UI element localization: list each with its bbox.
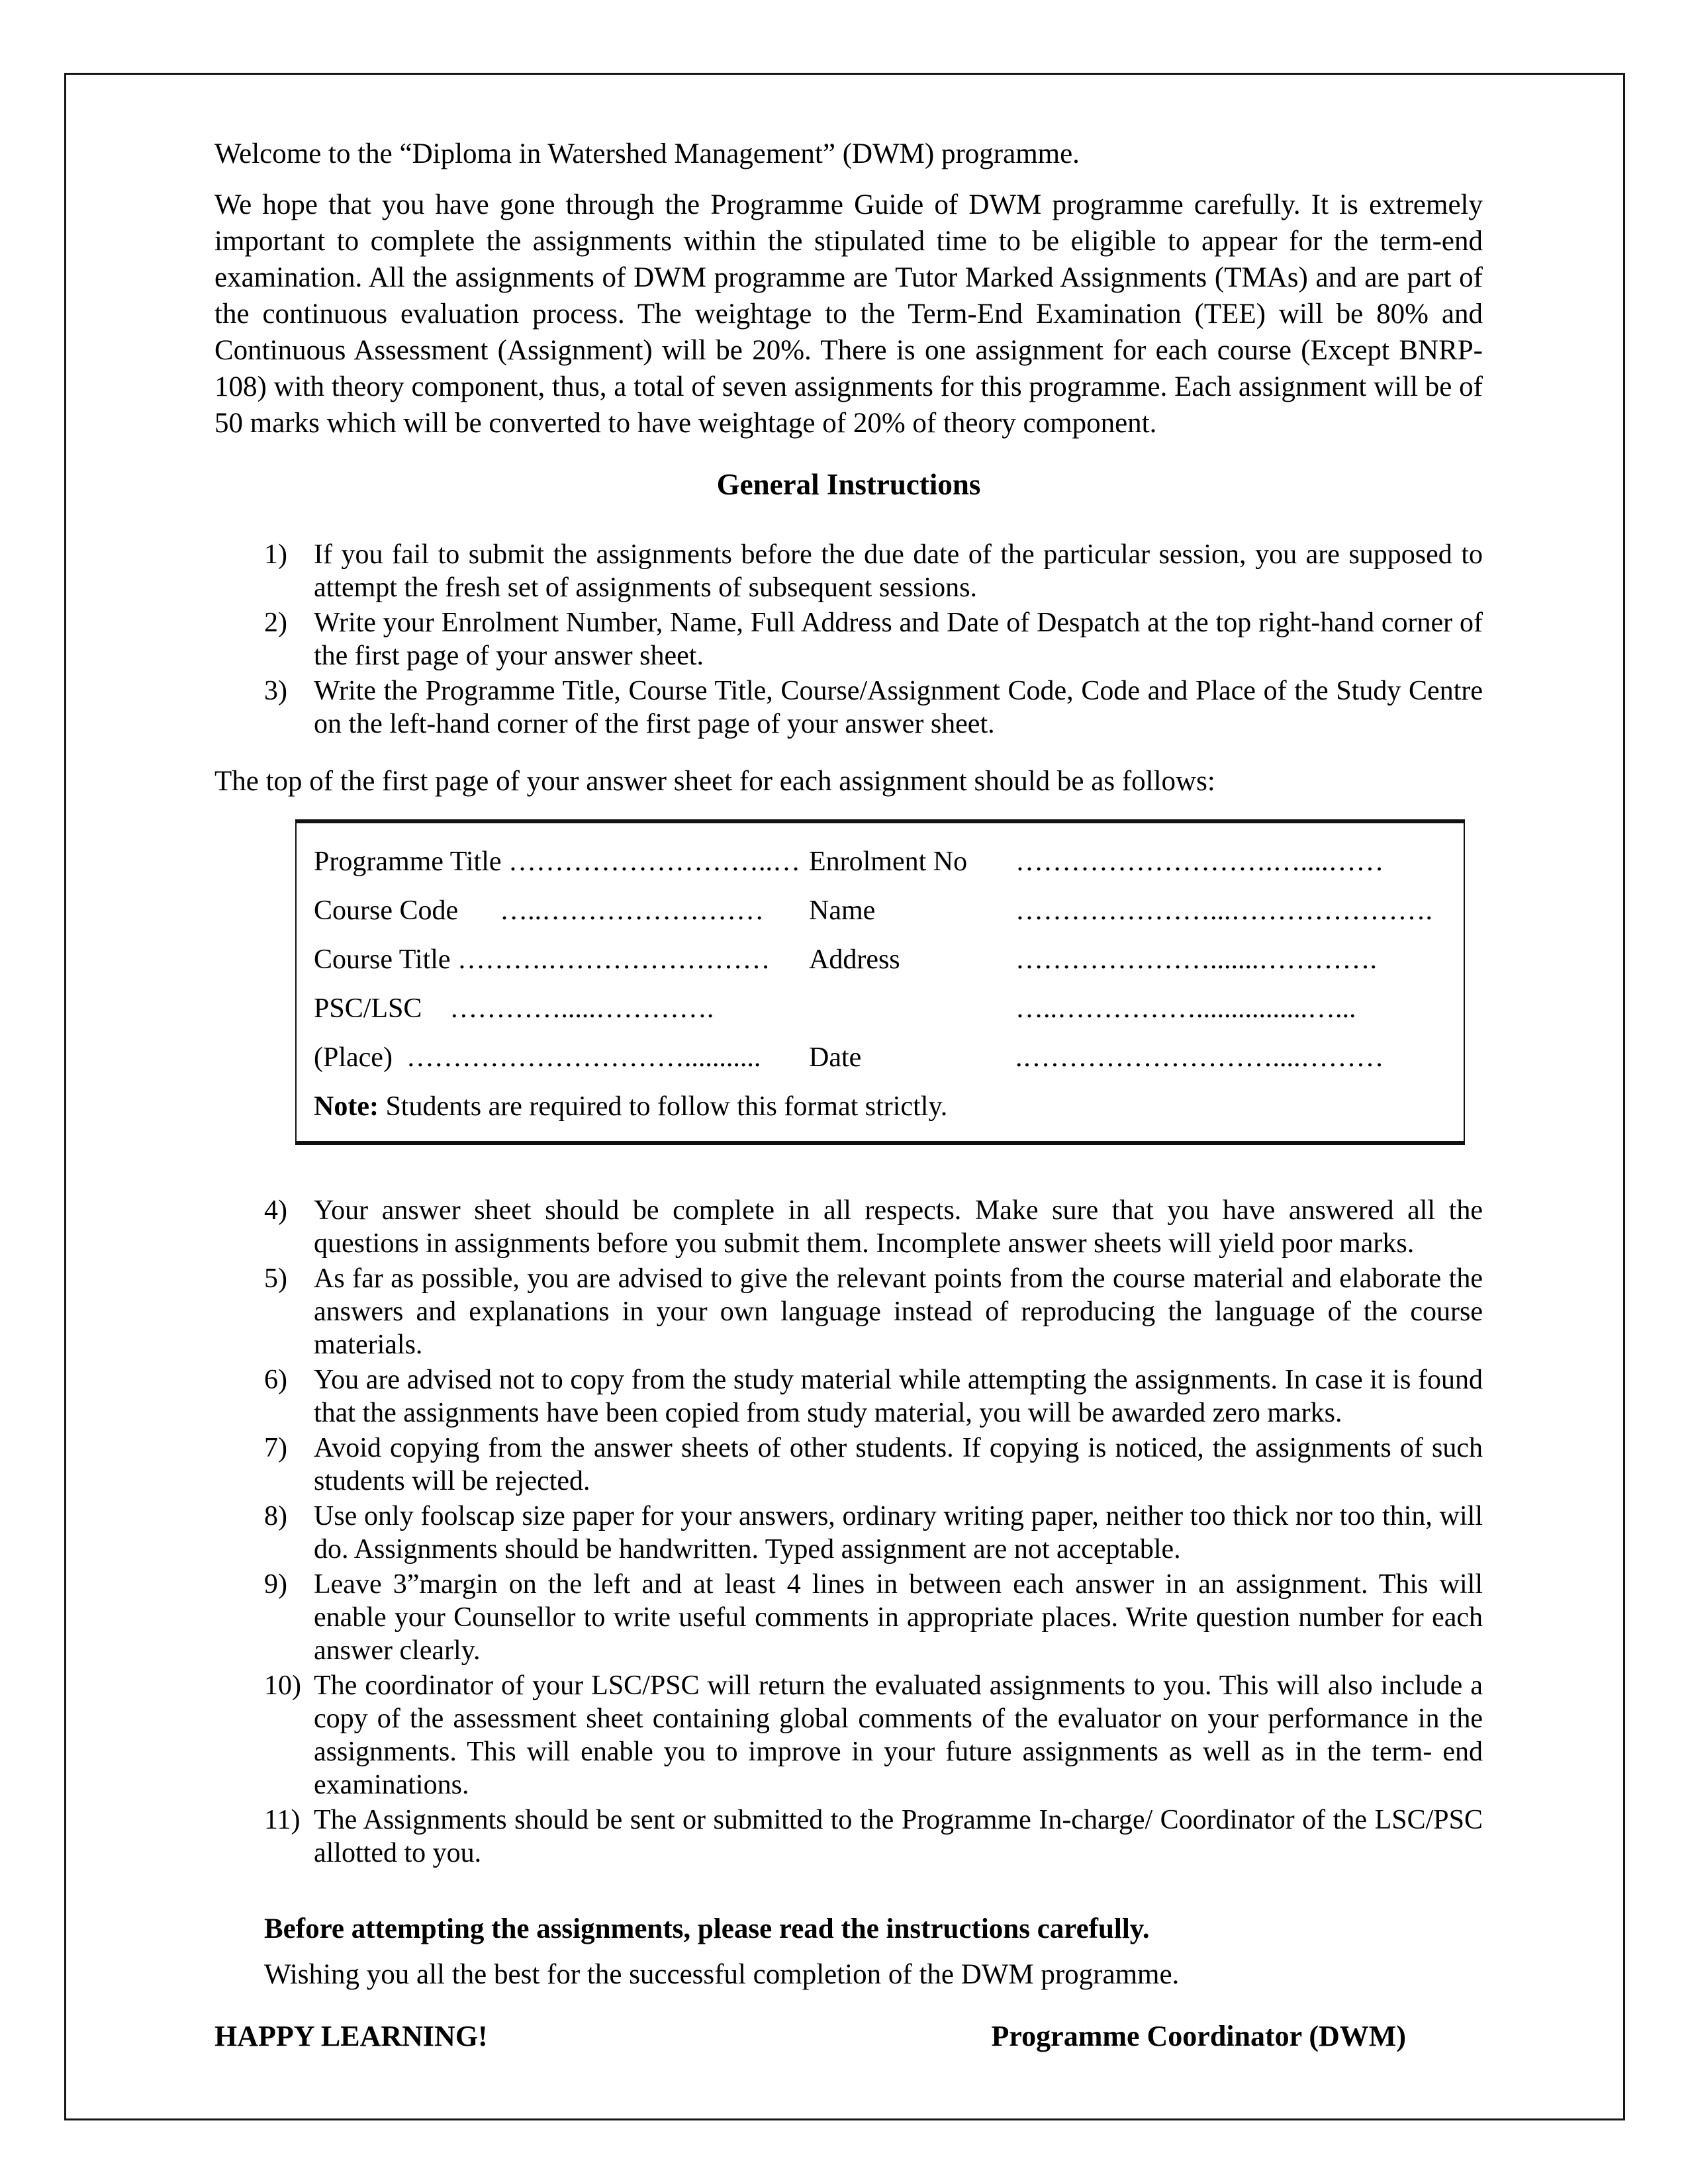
- list-item-text: Use only foolscap size paper for your answers, ordinary writing paper, neither too thick nor too thin, will do. Assignments should be handwritten. Typed assignment are not acceptable.: [314, 1501, 1483, 1565]
- list-item-text: The coordinator of your LSC/PSC will return the evaluated assignments to you. This will also include a copy of the assessment sheet containing global comments of the evaluator on your performance in the assignments. This will enable you to improve in your future assignments as well as in the term- end examinations.: [314, 1670, 1483, 1800]
- list-item-text: Your answer sheet should be complete in all respects. Make sure that you have answered all the questions in assignments before you submit them. Incomplete answer sheets will yield poor marks.: [314, 1195, 1483, 1259]
- list-item-text: Avoid copying from the answer sheets of other students. If copying is noticed, the assignments of such students will be rejected.: [314, 1433, 1483, 1496]
- list-item-number: 9): [264, 1569, 287, 1600]
- list-item-text: As far as possible, you are advised to give the relevant points from the course material and elaborate the answers and explanations in your own language instead of reproducing the language of the course materials.: [314, 1263, 1483, 1360]
- form-row-place: [314, 1043, 1446, 1072]
- read-instructions-line: Before attempting the assignments, please read the instructions carefully.: [264, 1913, 1150, 1944]
- list-item-number: 3): [264, 676, 287, 706]
- list-item-text: The Assignments should be sent or submitted to the Programme In-charge/ Coordinator of the LSC/PSC allotted to you.: [314, 1805, 1483, 1868]
- enrolment-no-field: ……………………….…....……: [1015, 847, 1384, 876]
- date-field: .………………………....………: [1015, 1043, 1384, 1072]
- name-field: …………………...………………….: [1015, 896, 1432, 925]
- name-label: Name: [809, 895, 876, 926]
- format-note: [314, 1092, 1446, 1121]
- answer-sheet-format-box: [295, 819, 1465, 1145]
- list-item-number: 1): [264, 539, 287, 570]
- list-item-number: 4): [264, 1195, 287, 1226]
- instructions-list-bottom: [214, 1194, 1483, 1870]
- note-text: Students are required to follow this format strictly.: [378, 1091, 948, 1122]
- form-row-course-title: [314, 945, 1446, 974]
- programme-title-field: Programme Title ………………………..…: [314, 846, 801, 877]
- list-item-text: Leave 3”margin on the left and at least 4 lines in between each answer in an assignment. This will enable your Counsellor to write useful comments in appropriate places. Write question number for each answer clearly.: [314, 1569, 1483, 1666]
- format-intro-line: The top of the first page of your answer sheet for each assignment should be as follows:: [214, 766, 1215, 797]
- instructions-list-top: [214, 538, 1483, 741]
- address-field: ………………….......………….: [1015, 945, 1377, 974]
- enrolment-no-label: Enrolment No: [809, 846, 968, 877]
- document-content: [214, 136, 1483, 2054]
- intro-paragraph: We hope that you have gone through the Programme Guide of DWM programme carefully. It is extremely important to complete the assignments within the stipulated time to be eligible to appear for the term-end examination. All the assignments of DWM programme are Tutor Marked Assignments (TMAs) and are part of the continuous evaluation process. The weightage to the Term-End Examination (TEE) will be 80% and Continuous Assessment (Assignment) will be 20%. There is one assignment for each course (Except BNRP-108) with theory component, thus, a total of seven assignments for this programme. Each assignment will be of 50 marks which will be converted to have weightage of 20% of theory component.: [214, 189, 1483, 439]
- list-item-number: 10): [264, 1670, 301, 1701]
- psc-lsc-field: PSC/LSC ………….....………….: [314, 993, 714, 1024]
- list-item-number: 6): [264, 1365, 287, 1395]
- blank-label: [809, 994, 1015, 1023]
- address-continued-field: …..……………................…...: [1015, 994, 1356, 1023]
- date-label: Date: [809, 1042, 862, 1073]
- happy-learning-text: HAPPY LEARNING!: [214, 2020, 488, 2052]
- wishing-line: Wishing you all the best for the successful completion of the DWM programme.: [264, 1959, 1180, 1990]
- general-instructions-heading: General Instructions: [716, 468, 981, 501]
- list-item: [214, 674, 1483, 741]
- list-item-number: 5): [264, 1263, 287, 1294]
- note-label: Note:: [314, 1091, 379, 1122]
- form-row-programme-title: [314, 847, 1446, 876]
- list-item: [214, 1669, 1483, 1801]
- signature-row: [214, 2018, 1483, 2054]
- list-item: [214, 1194, 1483, 1260]
- list-item: [214, 1803, 1483, 1870]
- list-item: [214, 1363, 1483, 1430]
- form-row-course-code: [314, 896, 1446, 925]
- form-row-psc-lsc: [314, 994, 1446, 1023]
- list-item-text: If you fail to submit the assignments before the due date of the particular session, you are supposed to attempt the fresh set of assignments of subsequent sessions.: [314, 539, 1483, 603]
- list-item-text: Write the Programme Title, Course Title, Course/Assignment Code, Code and Place of the Study Centre on the left-hand corner of the first page of your answer sheet.: [314, 676, 1483, 739]
- list-item: [214, 606, 1483, 672]
- programme-coordinator-text: Programme Coordinator (DWM): [991, 2020, 1406, 2052]
- list-item-text: Write your Enrolment Number, Name, Full Address and Date of Despatch at the top right-hand corner of the first page of your answer sheet.: [314, 608, 1483, 671]
- address-label: Address: [809, 944, 900, 975]
- list-item-number: 2): [264, 608, 287, 638]
- list-item: [214, 1500, 1483, 1566]
- course-code-field: Course Code …..……………………: [314, 895, 765, 926]
- place-field: (Place) …………………………...........: [314, 1042, 761, 1073]
- list-item: [214, 538, 1483, 604]
- list-item-number: 11): [264, 1805, 301, 1835]
- list-item: [214, 1432, 1483, 1498]
- list-item-number: 8): [264, 1501, 287, 1531]
- list-item: [214, 1262, 1483, 1361]
- list-item: [214, 1568, 1483, 1667]
- course-title-field: Course Title ……….……………………: [314, 944, 771, 975]
- list-item-number: 7): [264, 1433, 287, 1463]
- welcome-line: Welcome to the “Diploma in Watershed Management” (DWM) programme.: [214, 138, 1080, 169]
- list-item-text: You are advised not to copy from the study material while attempting the assignments. In case it is found that the assignments have been copied from study material, you will be awarded zero marks.: [314, 1365, 1483, 1428]
